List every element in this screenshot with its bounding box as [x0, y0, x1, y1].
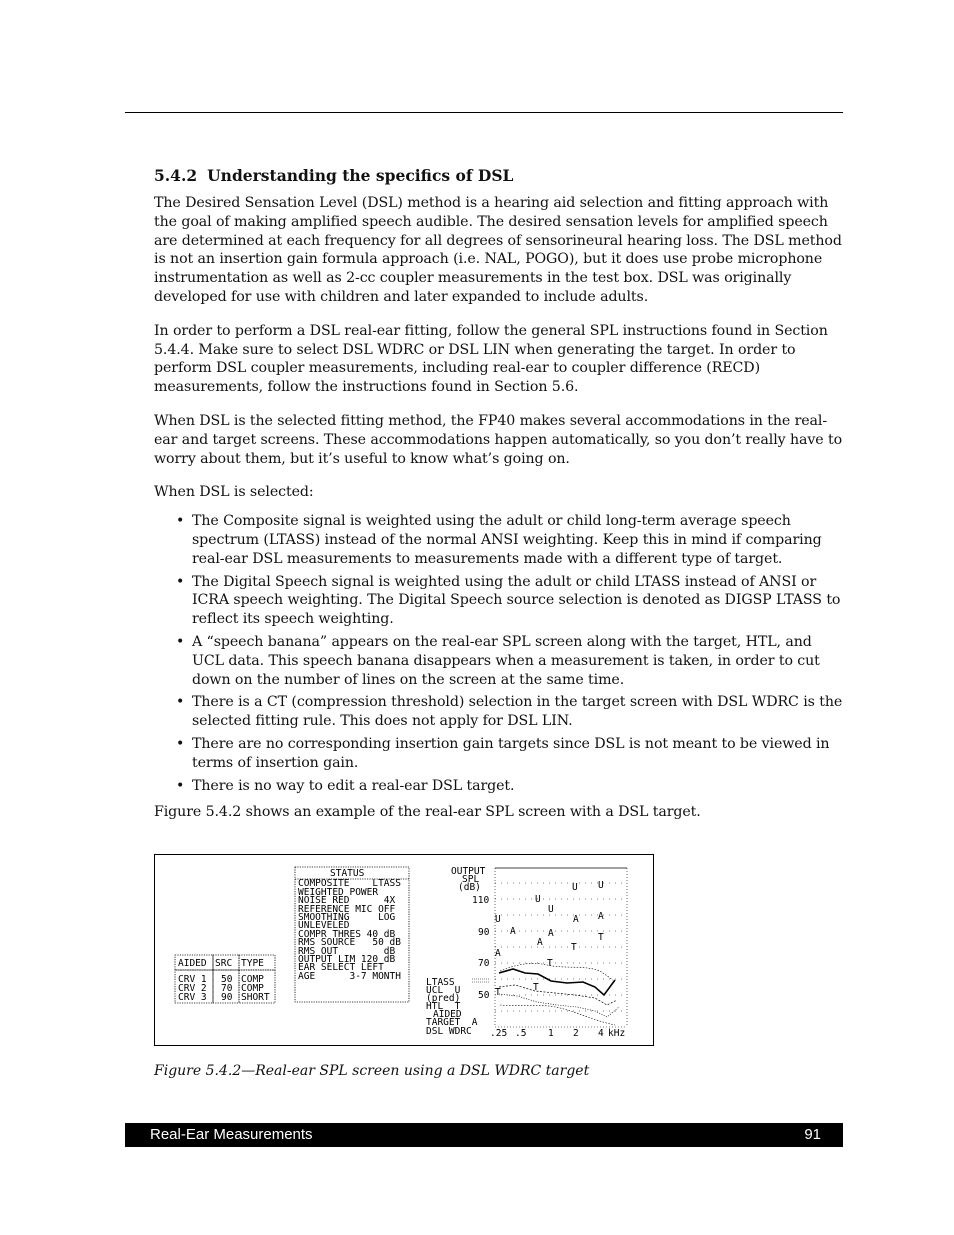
y-tick-label: 90: [478, 927, 490, 938]
x-tick-label: .5: [515, 1028, 527, 1039]
legend-htl: HTL T: [426, 1001, 461, 1012]
y-axis-title: (dB): [458, 882, 481, 893]
aided-curve-2: [499, 985, 617, 1005]
table-cell: CRV 2: [178, 983, 207, 994]
list-item: • There are no corresponding insertion gain targets since DSL is not meant to be viewed in terms of insertion gain.: [192, 735, 844, 773]
figure-svg: [155, 855, 653, 1045]
status-line: COMPOSITE LTASS: [298, 878, 401, 889]
bullet-list: [154, 512, 844, 795]
table-cell: COMP: [241, 983, 264, 994]
page-footer: [125, 1123, 843, 1147]
list-item: • The Digital Speech signal is weighted using the adult or child LTASS instead of ANSI or ICRA speech weighting. The Digital Speech source selection is denoted as DIGSP LTASS to reflect its speech weighting.: [192, 573, 844, 629]
target-markers: [495, 911, 604, 959]
status-line: NOISE RED 4X: [298, 895, 396, 906]
legend-pred: (pred): [426, 993, 461, 1004]
svg-text:A: A: [495, 948, 501, 959]
spl-graph: [426, 866, 627, 1039]
status-line: RMS SOURCE 50 dB: [298, 937, 401, 948]
svg-text:A: A: [537, 937, 543, 948]
svg-text:A: A: [573, 914, 579, 925]
figure-screen: [154, 854, 654, 1046]
table-header-aided: AIDED: [178, 958, 207, 969]
ucl-markers: [495, 880, 604, 925]
svg-text:T: T: [598, 932, 604, 943]
section-number: 5.4.2: [154, 166, 198, 185]
status-line: REFERENCE MIC OFF: [298, 904, 396, 915]
footer-chapter-title: Real-Ear Measurements: [150, 1126, 313, 1143]
status-line: RMS OUT dB: [298, 946, 396, 957]
x-tick-label: .25: [490, 1028, 508, 1039]
status-title: STATUS: [330, 868, 365, 879]
y-tick-label: 70: [478, 958, 490, 969]
header-rule: [125, 112, 843, 113]
y-tick-label: 110: [472, 895, 490, 906]
y-axis-title: OUTPUT: [451, 866, 486, 877]
aided-curve-1: [499, 969, 615, 995]
table-cell: 70: [221, 983, 233, 994]
status-line: AGE 3-7 MONTH: [298, 971, 401, 982]
svg-text:T: T: [571, 942, 577, 953]
svg-text:A: A: [510, 926, 516, 937]
list-item: • The Composite signal is weighted using the adult or child long-term average speech spectrum (LTASS) instead of the normal ANSI weighting. Keep this in mind if comparing real-ear DSL measurements to measurements made with a different type of target.: [192, 512, 844, 568]
x-tick-label: 4: [598, 1028, 604, 1039]
svg-text:T: T: [547, 958, 553, 969]
status-line: EAR SELECT LEFT: [298, 962, 384, 973]
svg-text:A: A: [598, 911, 604, 922]
status-line: SMOOTHING LOG: [298, 912, 396, 923]
list-item: • There is no way to edit a real-ear DSL target.: [192, 777, 844, 796]
legend-aided: AIDED: [433, 1009, 462, 1020]
list-item: • A “speech banana” appears on the real-ear SPL screen along with the target, HTL, and UCL data. This speech banana disappears when a measurement is taken, in order to cut down on the number of lines on the screen at the same time.: [192, 633, 844, 689]
table-cell: CRV 3: [178, 992, 207, 1003]
list-item: • There is a CT (compression threshold) selection in the target screen with DSL WDRC is the selected fitting rule. This does not apply for DSL LIN.: [192, 693, 844, 731]
svg-text:A: A: [548, 928, 554, 939]
x-tick-label: 2: [573, 1028, 579, 1039]
table-header-type: TYPE: [241, 958, 264, 969]
paragraph-when-selected: When DSL is selected:: [154, 484, 314, 501]
svg-text:U: U: [598, 880, 604, 891]
svg-text:U: U: [572, 882, 578, 893]
htl-markers: [495, 932, 604, 998]
page-body: [154, 166, 844, 837]
svg-text:T: T: [533, 982, 539, 993]
status-line: OUTPUT LIM 120 dB: [298, 954, 396, 965]
svg-text:U: U: [495, 914, 501, 925]
y-axis-title: SPL: [462, 874, 480, 885]
ltass-upper: [500, 963, 613, 980]
graph-legend: [426, 977, 489, 1037]
table-cell: CRV 1: [178, 974, 207, 985]
x-unit-label: kHz: [608, 1028, 626, 1039]
aided-curve-3: [499, 994, 619, 1017]
page-number: 91: [804, 1126, 821, 1143]
status-panel: [295, 867, 409, 1002]
table-cell: COMP: [241, 974, 264, 985]
paragraph-realear: In order to perform a DSL real-ear fitting, follow the general SPL instructions found in Section 5.4.4. Make sure to select DSL WDRC or DSL LIN when generating the target. In order to perform DSL coupler measurements, including real-ear to coupler difference (RECD) measurements, follow the instructions found in Section 5.6.: [154, 322, 828, 396]
legend-dsl-wdrc: DSL WDRC: [426, 1026, 472, 1037]
status-line: UNLEVELED: [298, 920, 350, 931]
figure-caption: Figure 5.4.2—Real-ear SPL screen using a DSL WDRC target: [154, 1063, 590, 1079]
curve-table: [175, 955, 275, 1003]
paragraph-accommodations: When DSL is the selected fitting method, the FP40 makes several accommodations in the real-ear and target screens. These accommodations happen automatically, so you don’t really have to worry about them, but it’s useful to know what’s going on.: [154, 412, 843, 467]
table-cell: 90: [221, 992, 233, 1003]
table-cell: SHORT: [241, 992, 270, 1003]
svg-text:U: U: [535, 894, 541, 905]
legend-target: TARGET A: [426, 1017, 478, 1028]
svg-text:T: T: [495, 987, 501, 998]
svg-text:U: U: [548, 904, 554, 915]
figure-intro: Figure 5.4.2 shows an example of the real-ear SPL screen with a DSL target.: [154, 804, 701, 821]
status-line: WEIGHTED POWER: [298, 887, 379, 898]
legend-ucl: UCL U: [426, 985, 461, 996]
section-title: Understanding the specifics of DSL: [207, 166, 514, 185]
legend-ltass: LTASS: [426, 977, 455, 988]
table-cell: 50: [221, 974, 233, 985]
y-tick-label: 50: [478, 990, 490, 1001]
status-line: COMPR THRES 40 dB: [298, 929, 396, 940]
table-header-src: SRC: [215, 958, 233, 969]
x-tick-label: 1: [548, 1028, 554, 1039]
ltass-lower: [500, 1005, 615, 1025]
section-heading: [154, 166, 844, 185]
paragraph-intro: The Desired Sensation Level (DSL) method is a hearing aid selection and fitting approach with the goal of making amplified speech audible. The desired sensation levels for amplified speech are determined at each frequency for all degrees of sensorineural hearing loss. The DSL method is not an insertion gain formula approach (i.e. NAL, POGO), but it does use probe microphone instrumentation as well as 2-cc coupler measurements in the test box. DSL was originally developed for use with children and later expanded to include adults.: [154, 195, 842, 305]
